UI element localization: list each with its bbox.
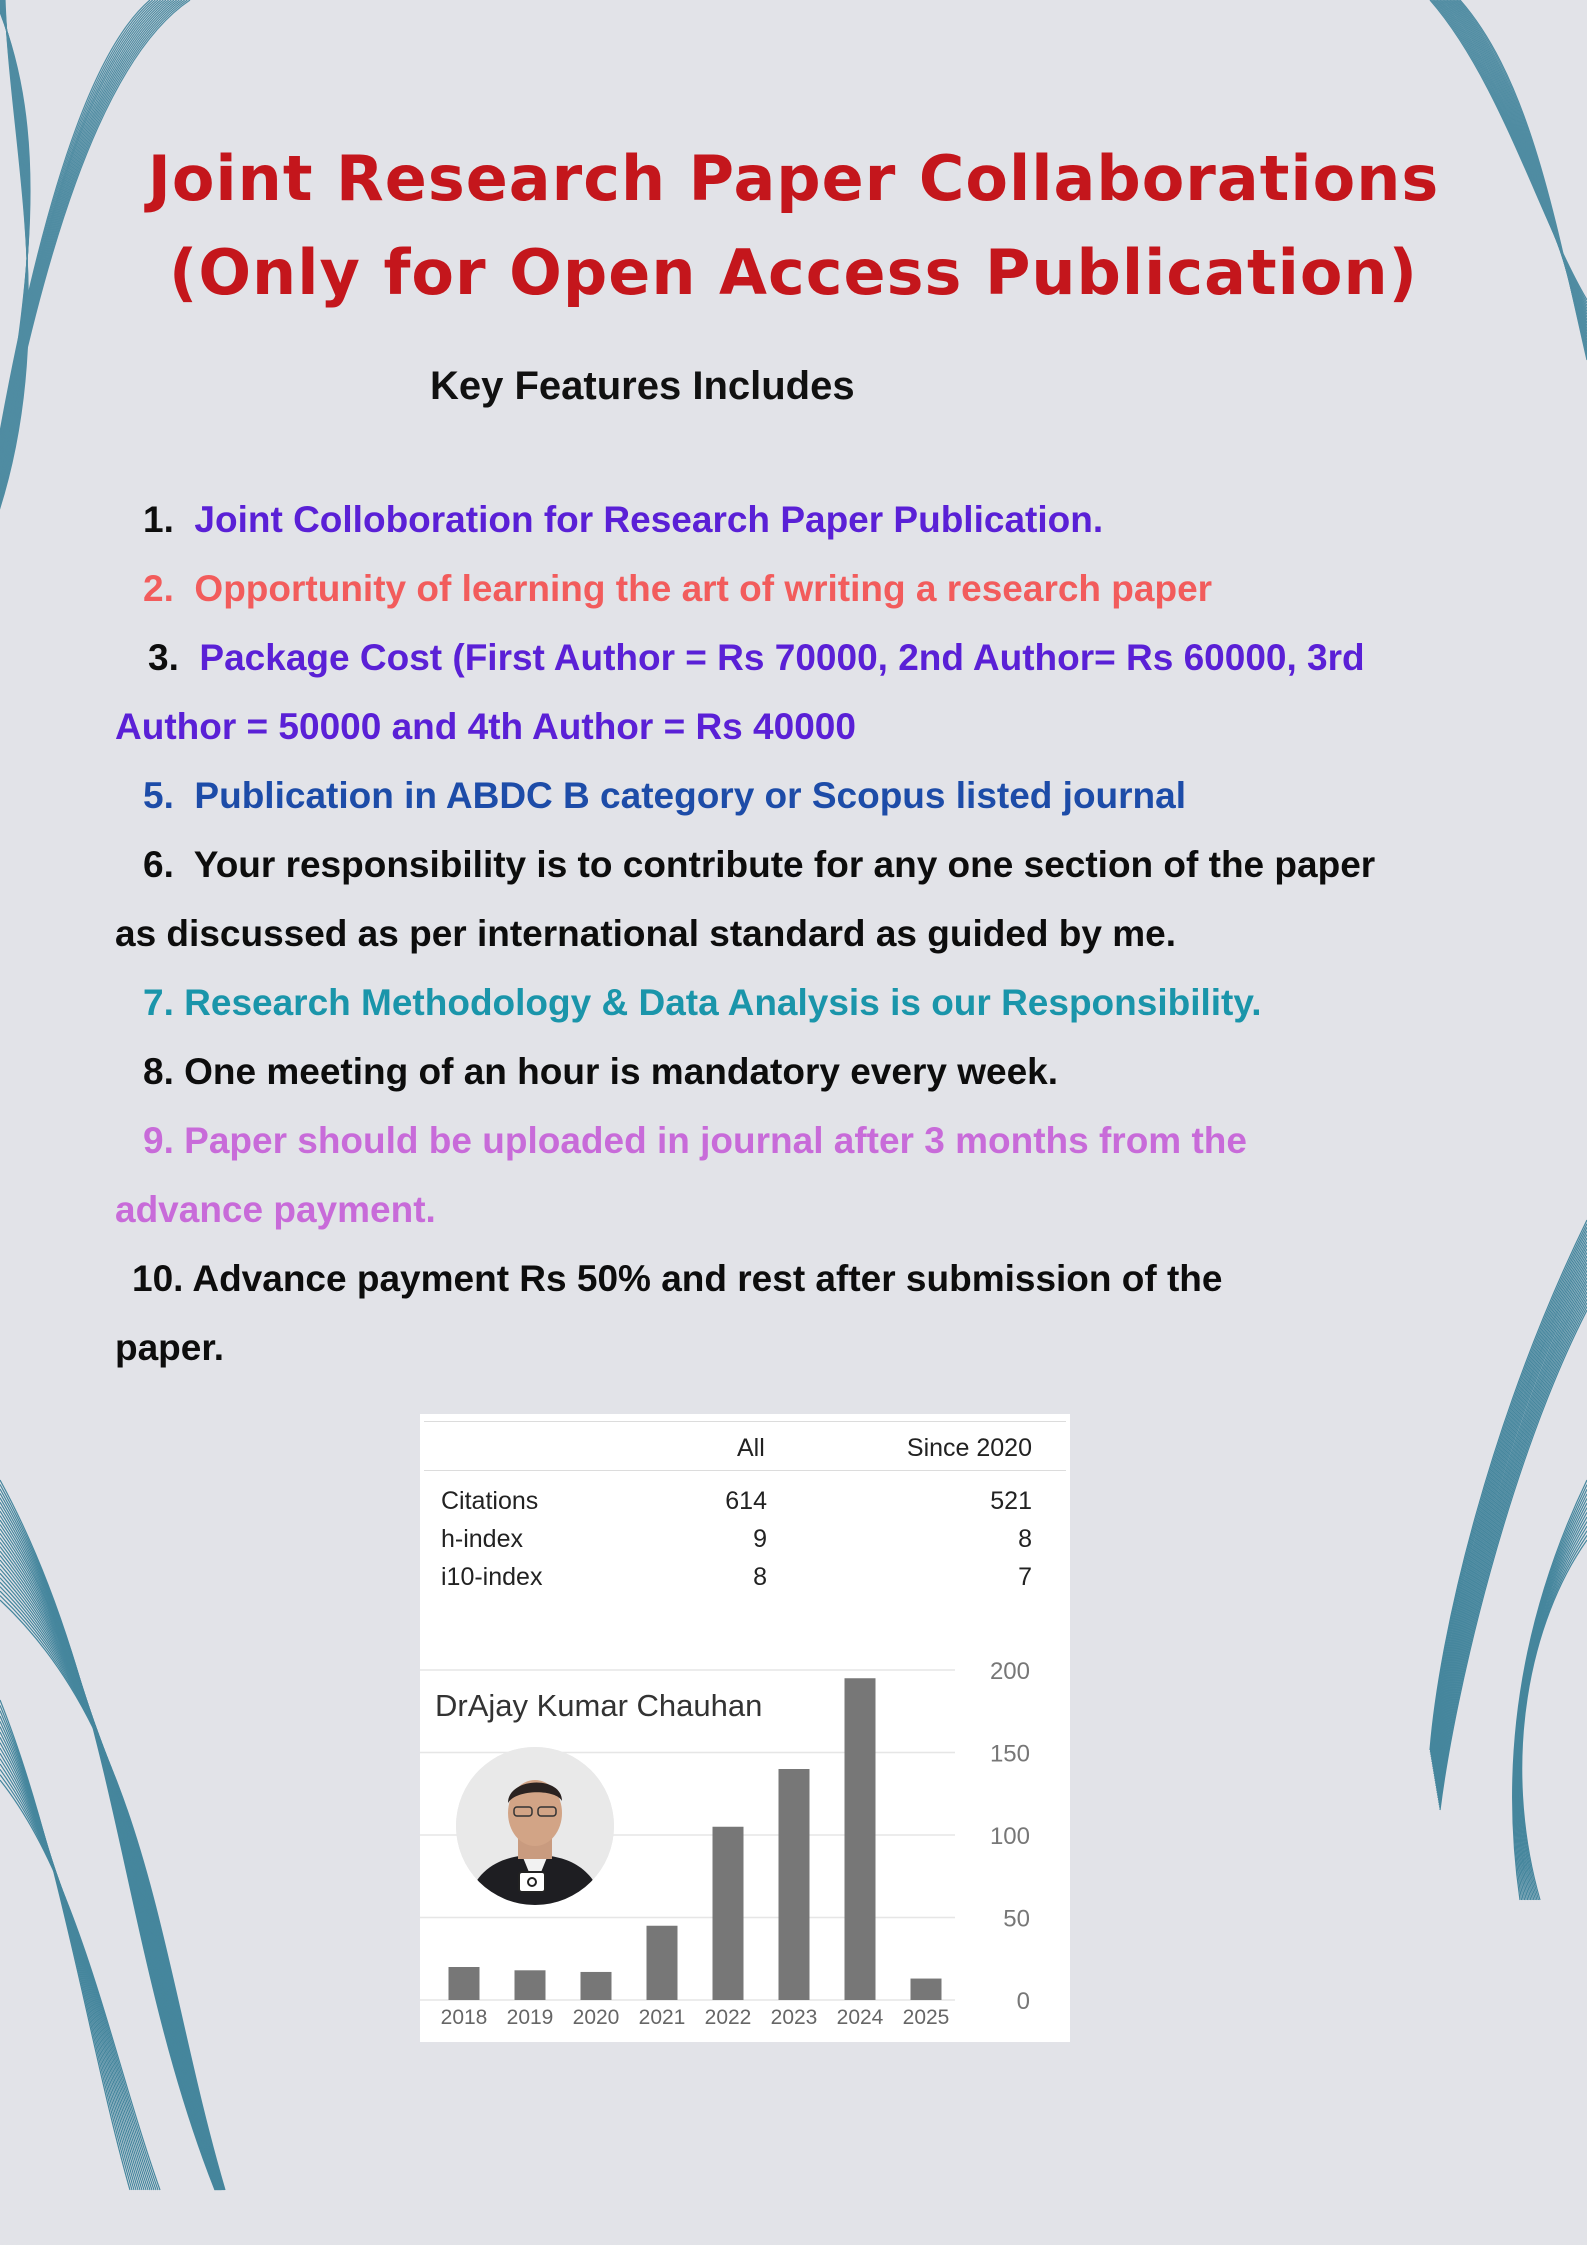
swirl-line	[0, 1596, 225, 2190]
feature-text: Advance payment Rs 50% and rest after submission of the	[192, 1258, 1223, 1299]
value-since: 8	[1018, 1525, 1032, 1553]
swirl-line	[0, 1564, 222, 2190]
swirl-line	[0, 1560, 222, 2190]
swirl-line	[0, 1700, 130, 2190]
feature-item-3	[115, 623, 1490, 692]
swirl-line	[0, 1529, 219, 2190]
swirl-line	[0, 1511, 218, 2190]
swirl-line	[0, 1743, 146, 2190]
swirl-line	[0, 1711, 134, 2190]
swirl-line	[0, 1705, 132, 2190]
swirl-line	[0, 1727, 140, 2190]
y-tick-label: 200	[989, 1658, 1030, 1685]
swirl-line	[0, 1520, 218, 2190]
feature-item-8	[115, 1037, 1490, 1106]
swirl-line	[0, 1591, 224, 2190]
page-title-line-2: (Only for Open Access Publication)	[169, 236, 1418, 309]
x-tick-label: 2020	[572, 2006, 620, 2029]
feature-item-9	[115, 1106, 1490, 1175]
bar-2018	[449, 1967, 480, 2000]
feature-item-3-continued: Author = 50000 and 4th Author = Rs 40000	[115, 706, 856, 747]
feature-text: Package Cost (First Author = Rs 70000, 2nd Author= Rs 60000, 3rd	[199, 637, 1365, 678]
swirl-line	[1520, 1526, 1587, 1900]
feature-number: 7.	[143, 982, 174, 1023]
swirl-line	[0, 1769, 156, 2190]
swirl-line	[0, 1737, 144, 2190]
feature-item-6	[115, 830, 1490, 899]
feature-item-10	[115, 1244, 1490, 1313]
page-title	[0, 132, 1587, 320]
feature-number: 6.	[143, 844, 174, 885]
feature-text: Your responsibility is to contribute for any one section of the paper	[193, 844, 1376, 885]
swirl-line	[1520, 1531, 1587, 1900]
swirl-line	[0, 1721, 138, 2190]
bar-2025	[911, 1979, 942, 2000]
value-since: 521	[990, 1487, 1032, 1515]
swirl-line	[0, 1524, 219, 2190]
row-label: i10-index	[441, 1563, 543, 1591]
swirl-line	[0, 1600, 225, 2190]
feature-text: Joint Colloboration for Research Paper Publication.	[194, 499, 1104, 540]
avatar	[456, 1747, 614, 1905]
swirl-line	[1516, 1503, 1587, 1900]
row-label: h-index	[441, 1525, 523, 1553]
swirl-line	[0, 1547, 221, 2190]
value-all: 8	[753, 1563, 767, 1591]
x-tick-label: 2024	[836, 2006, 884, 2029]
swirl-line	[0, 1493, 216, 2190]
citation-profile-panel	[420, 1414, 1070, 2042]
swirl-line	[1516, 1498, 1587, 1900]
swirl-line	[0, 1551, 221, 2190]
feature-item-2	[115, 554, 1490, 623]
swirl-line	[0, 1484, 215, 2190]
camera-icon[interactable]	[518, 1871, 546, 1893]
swirl-line	[1519, 1522, 1587, 1900]
value-since: 7	[1018, 1563, 1032, 1591]
section-heading: Key Features Includes	[430, 364, 855, 408]
feature-item-9-continued: advance payment.	[115, 1189, 436, 1230]
x-tick-label: 2025	[902, 2006, 950, 2029]
swirl-line	[1522, 1540, 1587, 1900]
bar-2023	[779, 1769, 810, 2000]
citations-bar-chart	[420, 1414, 1070, 2042]
bar-2024	[845, 1678, 876, 2000]
swirl-line	[1514, 1489, 1587, 1900]
swirl-line	[1513, 1480, 1587, 1900]
feature-text: Publication in ABDC B category or Scopus listed journal	[194, 775, 1187, 816]
column-header-since-2020: Since 2020	[906, 1434, 1032, 1462]
swirl-line	[0, 1533, 219, 2190]
swirl-line	[0, 1502, 217, 2190]
y-tick-label: 150	[989, 1740, 1030, 1768]
feature-number: 5.	[143, 775, 174, 816]
x-tick-label: 2019	[506, 2006, 554, 2029]
y-tick-label: 50	[1003, 1905, 1030, 1933]
swirl-line	[0, 1542, 220, 2190]
feature-text: Paper should be uploaded in journal after 3 months from the	[184, 1120, 1247, 1161]
page-title-line-1: Joint Research Paper Collaborations	[147, 142, 1440, 215]
feature-number: 1.	[143, 499, 174, 540]
x-tick-label: 2021	[638, 2006, 686, 2029]
value-all: 9	[753, 1525, 767, 1553]
swirl-line	[1440, 1310, 1587, 1810]
swirl-line	[0, 1556, 221, 2190]
swirl-line	[0, 1578, 223, 2190]
author-name: DrAjay Kumar Chauhan	[435, 1688, 763, 1723]
feature-text: Research Methodology & Data Analysis is our Responsibility.	[184, 982, 1262, 1023]
swirl-line	[0, 1748, 148, 2190]
row-label: Citations	[441, 1487, 539, 1515]
swirl-line	[1513, 1485, 1587, 1900]
y-tick-label: 0	[1016, 1988, 1030, 2015]
swirl-line	[0, 1573, 223, 2190]
feature-number: 8.	[143, 1051, 174, 1092]
feature-item-6-continued: as discussed as per international standard as guided by me.	[115, 913, 1177, 954]
swirl-line	[0, 1764, 154, 2190]
x-tick-label: 2023	[770, 2006, 818, 2029]
swirl-line	[0, 1780, 160, 2190]
feature-text: One meeting of an hour is mandatory every week.	[184, 1051, 1059, 1092]
swirl-line	[0, 1775, 158, 2190]
swirl-line	[0, 1582, 224, 2190]
swirl-line	[1517, 1508, 1587, 1900]
swirl-line	[0, 1587, 224, 2190]
x-tick-label: 2018	[440, 2006, 488, 2029]
feature-list	[115, 485, 1490, 1382]
swirl-line	[0, 1569, 222, 2190]
column-header-all: All	[737, 1434, 765, 1462]
swirl-line	[0, 1732, 142, 2190]
swirl-line	[0, 1516, 218, 2190]
swirl-line	[0, 1507, 217, 2190]
feature-item-7	[115, 968, 1490, 1037]
feature-item-10-continued: paper.	[115, 1327, 224, 1368]
swirl-line	[0, 1759, 152, 2190]
bar-2021	[647, 1926, 678, 2000]
swirl-line	[1521, 1535, 1587, 1900]
bar-2020	[581, 1972, 612, 2000]
swirl-line	[1515, 1494, 1587, 1900]
swirl-line	[0, 1489, 216, 2190]
bar-2019	[515, 1970, 546, 2000]
swirl-line	[1518, 1517, 1587, 1900]
swirl-line	[0, 1753, 150, 2190]
swirl-line	[1518, 1512, 1587, 1900]
x-tick-label: 2022	[704, 2006, 752, 2029]
swirl-line	[0, 1480, 215, 2190]
feature-item-5	[115, 761, 1490, 830]
feature-number: 2.	[143, 568, 174, 609]
feature-text: Opportunity of learning the art of writing a research paper	[194, 568, 1213, 609]
feature-number: 9.	[143, 1120, 174, 1161]
swirl-line	[0, 1716, 136, 2190]
feature-item-1	[115, 485, 1490, 554]
swirl-line	[0, 1538, 220, 2190]
value-all: 614	[725, 1487, 767, 1515]
swirl-line	[0, 1498, 216, 2190]
y-tick-label: 100	[989, 1823, 1030, 1850]
feature-number: 10.	[132, 1258, 184, 1299]
bar-2022	[713, 1827, 744, 2000]
feature-number: 3.	[148, 637, 179, 678]
